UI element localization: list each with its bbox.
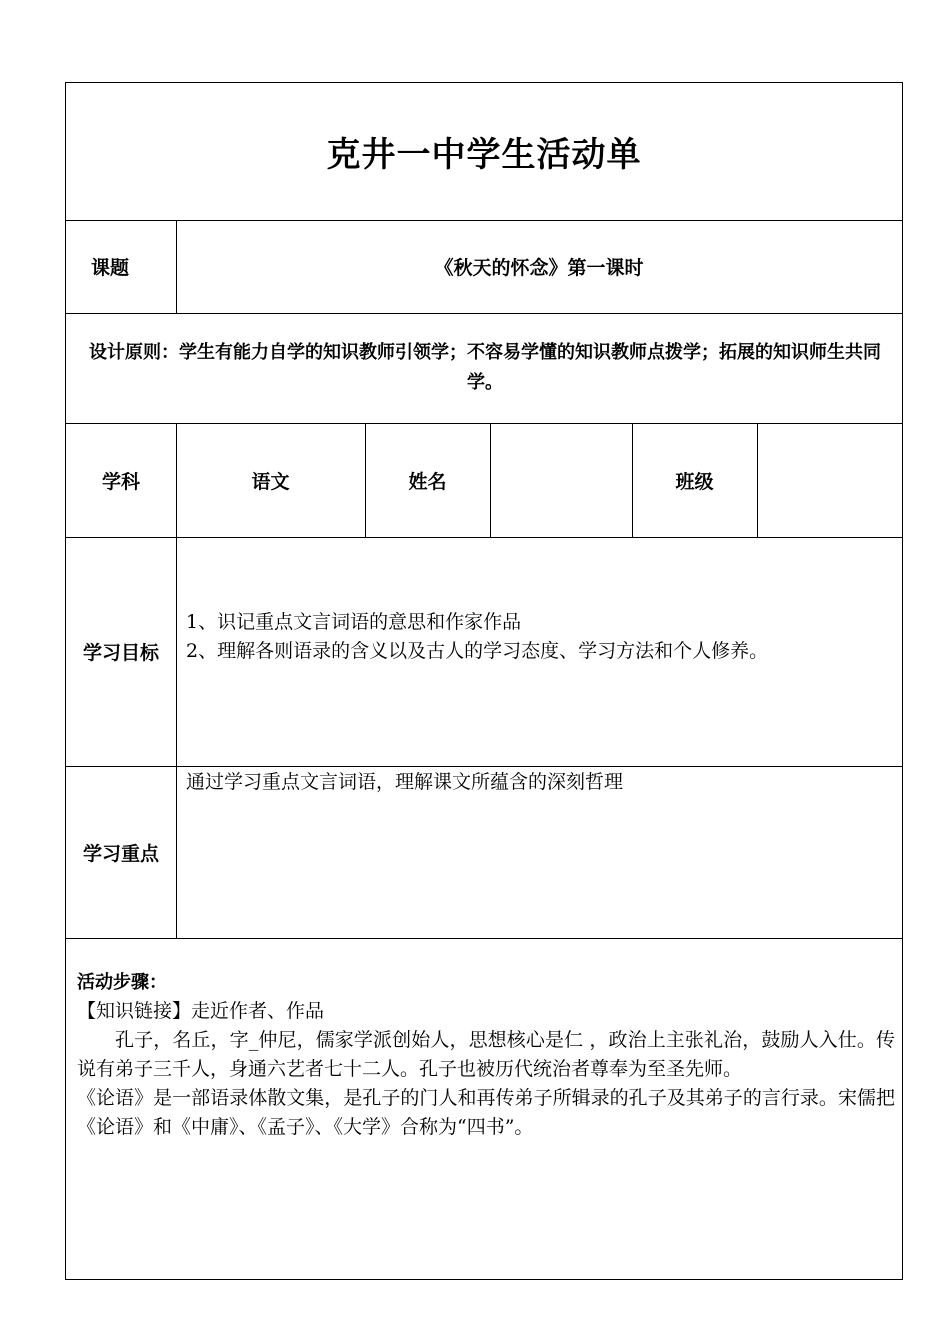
class-field[interactable]: [757, 423, 902, 537]
lesson-title: 《秋天的怀念》第一课时: [434, 257, 644, 279]
goal-item: 1、识记重点文言词语的意思和作家作品: [186, 611, 522, 633]
design-principle-cell: [74, 313, 896, 423]
title-cell: [66, 83, 902, 220]
class-label: 班级: [675, 470, 714, 493]
row-divider: [176, 766, 902, 767]
lesson-label-cell: [66, 220, 154, 313]
page-title: 克井一中学生活动单: [326, 135, 642, 175]
analects-paragraph: 《论语》是一部语录体散文集，是孔子的门人和再传弟子所辑录的孔子及其弟子的言行录。宋儒把《论语》和《中庸》、《孟子》、《大学》合称为“四书”。: [77, 1087, 895, 1138]
activity-section: [77, 968, 895, 1142]
goal-item: 2、理解各则语录的含义以及古人的学习态度、学习方法和个人修养。: [186, 640, 769, 662]
focus-label: 学习重点: [82, 842, 159, 865]
name-label: 姓名: [408, 470, 447, 493]
lesson-label: 课题: [90, 257, 129, 279]
subject-value: 语文: [251, 470, 290, 493]
design-principle-text: 设计原则：学生有能力自学的知识教师引领学；不容易学懂的知识教师点拨学；拓展的知识师生共同学。: [89, 342, 881, 393]
row-divider: [66, 537, 902, 538]
name-field[interactable]: [490, 423, 632, 537]
name-label-cell: [365, 423, 490, 537]
knowledge-link-title: 【知识链接】走近作者、作品: [77, 1000, 325, 1022]
activity-sheet-table: [65, 82, 903, 1280]
goals-label-cell: [66, 537, 176, 766]
focus-label-cell: [66, 766, 176, 938]
goals-label: 学习目标: [82, 642, 159, 664]
subject-label: 学科: [101, 470, 140, 493]
subject-label-cell: [66, 423, 176, 537]
focus-text: 通过学习重点文言词语，理解课文所蕴含的深刻哲理: [186, 771, 624, 793]
row-divider: [66, 938, 902, 939]
subject-value-cell: [176, 423, 365, 537]
goals-list: [186, 608, 886, 666]
lesson-value-cell: [176, 220, 902, 313]
activity-heading: 活动步骤：: [77, 972, 167, 993]
class-label-cell: [632, 423, 757, 537]
confucius-paragraph: 孔子，名丘，字_仲尼，儒家学派创始人，思想核心是仁 ，政治上主张礼治，鼓励人入仕。传说有弟子三千人，身通六艺者七十二人。孔子也被历代统治者尊奉为至圣先师。: [77, 1029, 895, 1080]
